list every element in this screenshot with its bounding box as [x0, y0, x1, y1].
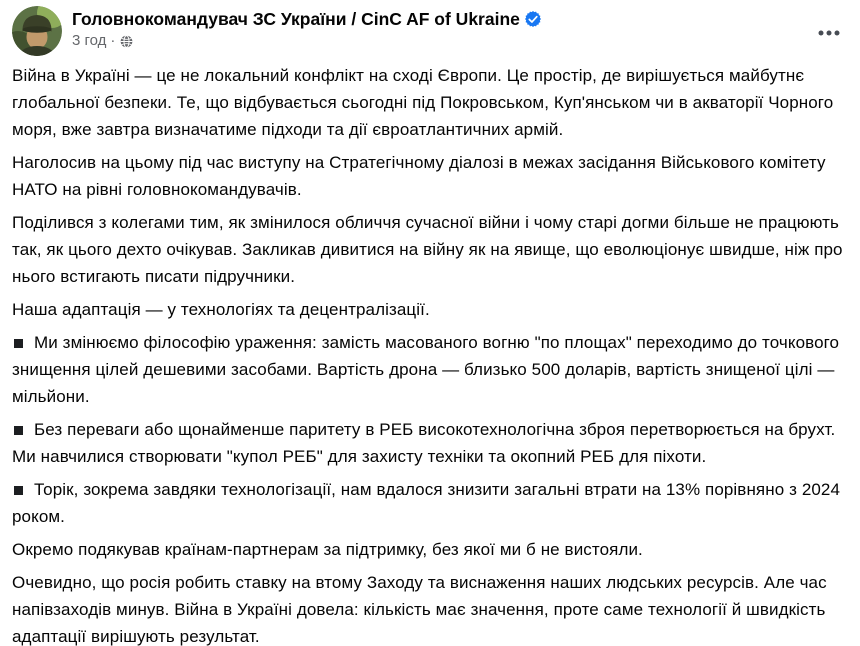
post-paragraph-bullet: Ми змінюємо філософію ураження: замість масованого вогню "по площах" переходимо до точкового знищення цілей дешевими засобами. Вартість дрона — близько 500 доларів, вартість знищеної цілі — мільйони.	[12, 333, 840, 406]
avatar-photo	[12, 6, 62, 56]
post-paragraph: Окремо подякував країнам-партнерам за підтримку, без якої ми б не вистояли.	[12, 540, 643, 559]
bullet-square-icon	[14, 339, 23, 348]
author-row	[72, 8, 541, 30]
post-paragraph: Очевидно, що росія робить ставку на втому Заходу та виснаження наших людських ресурсів. Але час напівзаходів минув. Війна в Україні довела: кількість має значення, проте саме технології й швидкість адаптації вирішують результат.	[12, 573, 827, 646]
bullet-square-icon	[14, 426, 23, 435]
avatar[interactable]	[12, 6, 62, 56]
globe-icon	[120, 35, 133, 48]
header-text	[72, 6, 541, 49]
post-paragraph: Наша адаптація — у технологіях та децентралізації.	[12, 300, 430, 319]
post-body	[12, 62, 848, 646]
post-paragraph: Поділився з колегами тим, як змінилося обличчя сучасної війни і чому старі догми більше не працюють так, як цього дехто очікував. Закликав дивитися на війну як на явище, що еволюціонує швидше, ніж про нього встигають писати підручники.	[12, 213, 843, 286]
post-header	[12, 6, 848, 56]
bullet-square-icon	[14, 486, 23, 495]
more-options-button[interactable]	[810, 20, 848, 46]
verified-badge-icon	[525, 11, 541, 27]
post-paragraph-bullet: Торік, зокрема завдяки технологізації, нам вдалося знизити загальні втрати на 13% порівняно з 2024 роком.	[12, 480, 841, 526]
post-paragraph: Наголосив на цьому під час виступу на Стратегічному діалозі в межах засідання Військового комітету НАТО на рівні головнокомандувачів.	[12, 153, 826, 199]
post-paragraph: Війна в Україні — це не локальний конфлікт на сході Європи. Це простір, де вирішується майбутнє глобальної безпеки. Те, що відбувається сьогодні під Покровськом, Куп'янськом чи в акваторії Чорного моря, вже завтра визначатиме підходи та дії євроатлантичних армій.	[12, 66, 834, 139]
timestamp[interactable]: 3 год	[72, 32, 107, 49]
post-meta	[72, 33, 541, 49]
post-paragraph-bullet: Без переваги або щонайменше паритету в РЕБ високотехнологічна зброя перетворюється на брухт. Ми навчилися створювати "купол РЕБ" для захисту техніки та окопний РЕБ для піхоти.	[12, 420, 836, 466]
ellipsis-icon	[818, 30, 840, 36]
meta-separator: ·	[110, 32, 116, 49]
author-name[interactable]: Головнокомандувач ЗС України / CinC AF of Ukraine	[72, 9, 520, 29]
